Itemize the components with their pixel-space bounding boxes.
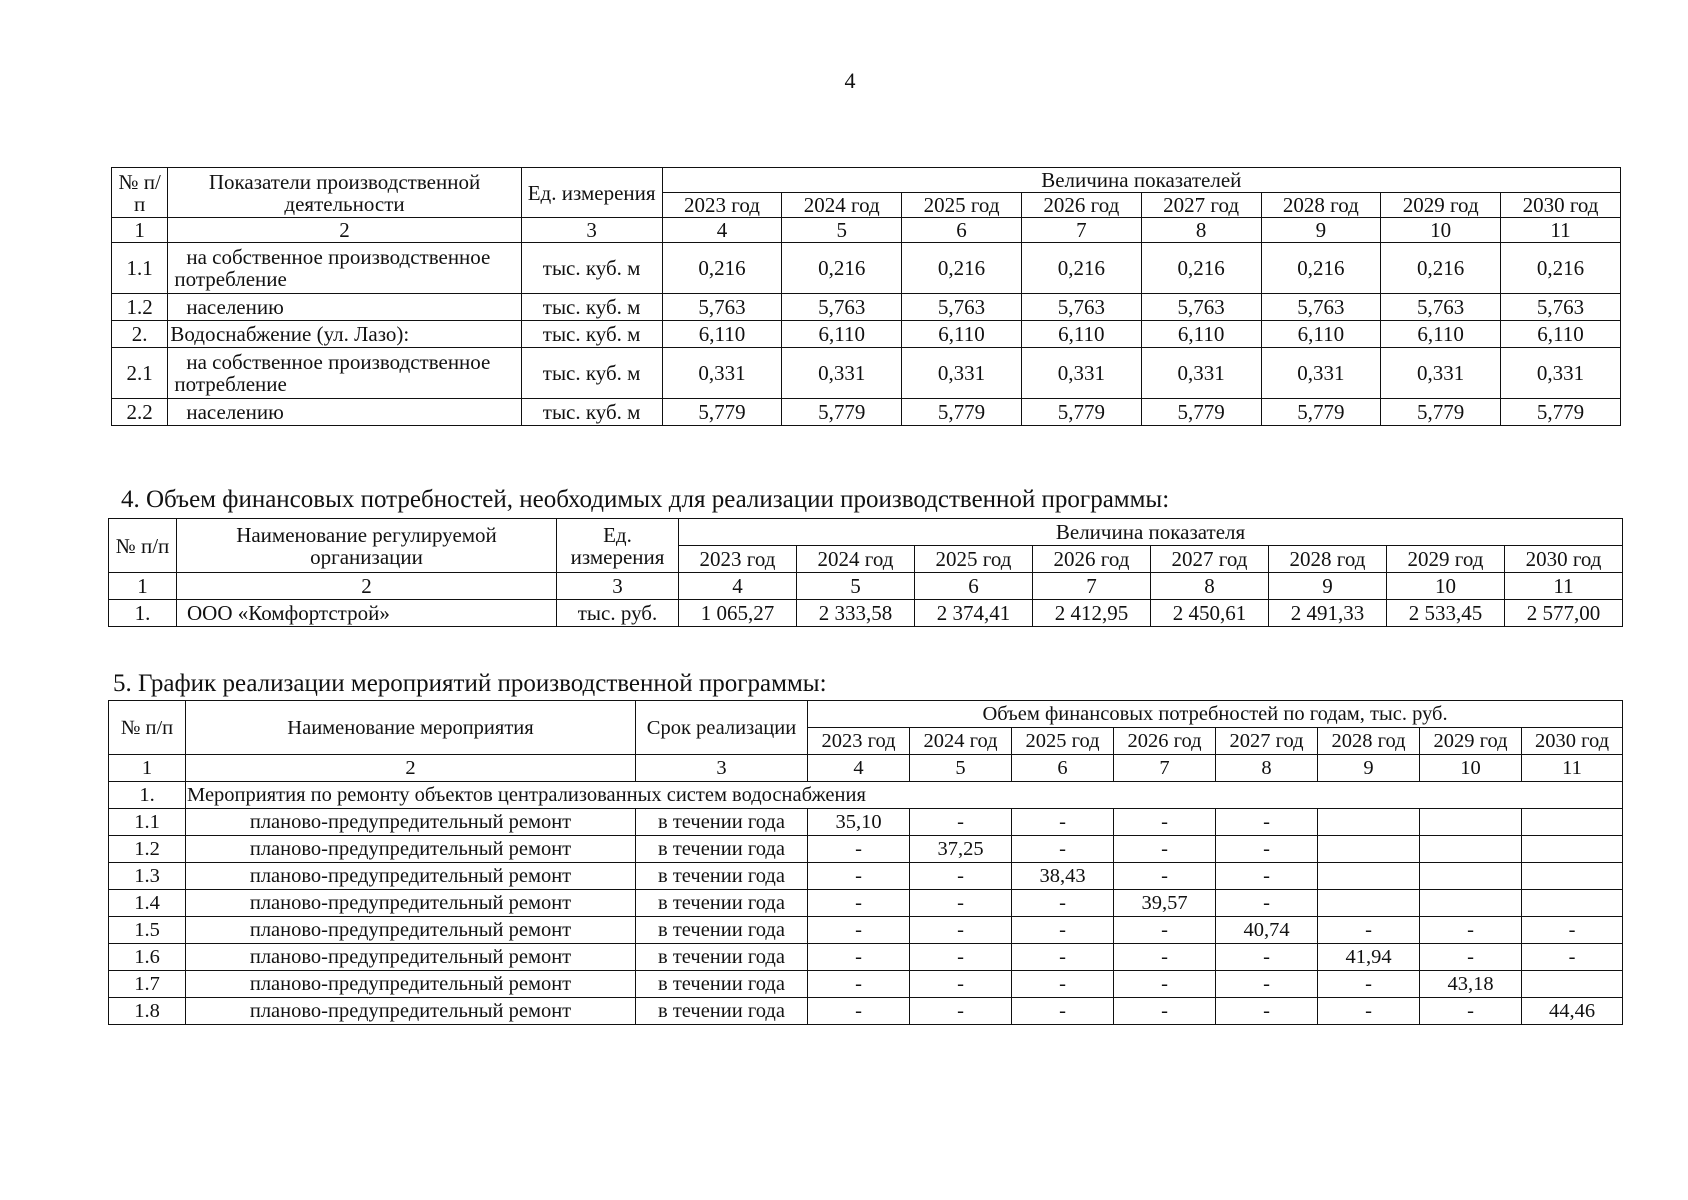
header-year: 2029 год — [1387, 546, 1505, 573]
activity-name: планово-предупредительный ремонт — [186, 998, 636, 1025]
header-year: 2028 год — [1261, 193, 1381, 218]
value-cell: 2 491,33 — [1269, 600, 1387, 627]
value-cell: 0,331 — [1381, 348, 1501, 399]
value-cell: - — [1522, 917, 1623, 944]
value-cell: 5,779 — [1141, 399, 1261, 426]
value-cell: 0,331 — [1261, 348, 1381, 399]
header-year: 2025 год — [902, 193, 1022, 218]
header-num: № п/п — [112, 168, 168, 218]
value-cell: - — [910, 890, 1012, 917]
value-cell — [1318, 890, 1420, 917]
header-year: 2026 год — [1033, 546, 1151, 573]
index-cell: 6 — [902, 218, 1022, 243]
row-num: 1.5 — [109, 917, 186, 944]
value-cell: - — [1420, 917, 1522, 944]
value-cell: 0,331 — [662, 348, 782, 399]
header-year: 2029 год — [1420, 728, 1522, 755]
value-cell — [1420, 863, 1522, 890]
index-cell: 1 — [109, 573, 177, 600]
value-cell: 0,216 — [1141, 243, 1261, 294]
index-row — [109, 573, 1623, 600]
index-cell: 3 — [521, 218, 662, 243]
header-year: 2026 год — [1114, 728, 1216, 755]
page-number: 4 — [844, 68, 856, 93]
value-cell: - — [808, 971, 910, 998]
value-cell: 0,331 — [902, 348, 1022, 399]
value-cell: - — [910, 863, 1012, 890]
schedule-table — [108, 700, 1623, 1025]
value-cell: - — [1522, 944, 1623, 971]
index-cell: 2 — [168, 218, 521, 243]
index-row — [112, 218, 1621, 243]
row-num: 1.8 — [109, 998, 186, 1025]
value-cell: 0,216 — [782, 243, 902, 294]
index-cell: 2 — [186, 755, 636, 782]
header-year: 2024 год — [910, 728, 1012, 755]
index-cell: 3 — [557, 573, 679, 600]
header-term: Срок реализации — [636, 701, 808, 755]
index-cell: 11 — [1505, 573, 1623, 600]
header-year: 2030 год — [1522, 728, 1623, 755]
value-cell: - — [808, 836, 910, 863]
table-row — [112, 243, 1621, 294]
header-year: 2028 год — [1269, 546, 1387, 573]
group-num: 1. — [109, 782, 186, 809]
table-row — [112, 348, 1621, 399]
value-cell: - — [1318, 998, 1420, 1025]
row-unit: тыс. куб. м — [521, 399, 662, 426]
header-org: Наименование регулируемой организации — [177, 519, 557, 573]
row-unit: тыс. куб. м — [521, 243, 662, 294]
index-cell: 5 — [782, 218, 902, 243]
value-cell: - — [1114, 971, 1216, 998]
header-year: 2027 год — [1141, 193, 1261, 218]
value-cell: 0,216 — [1501, 243, 1621, 294]
value-cell: - — [1216, 971, 1318, 998]
value-cell: 5,779 — [1381, 399, 1501, 426]
value-cell: 0,216 — [1381, 243, 1501, 294]
header-name: Наименование мероприятия — [186, 701, 636, 755]
header-unit: Ед. измерения — [557, 519, 679, 573]
activity-name: планово-предупредительный ремонт — [186, 836, 636, 863]
value-cell: 41,94 — [1318, 944, 1420, 971]
value-cell — [1420, 809, 1522, 836]
value-cell: - — [808, 998, 910, 1025]
index-cell: 8 — [1151, 573, 1269, 600]
value-cell: 6,110 — [782, 321, 902, 348]
activity-term: в течении года — [636, 998, 808, 1025]
table-row — [109, 836, 1623, 863]
value-cell: 0,216 — [1021, 243, 1141, 294]
table-row — [109, 600, 1623, 627]
index-cell: 6 — [915, 573, 1033, 600]
value-cell: - — [1420, 944, 1522, 971]
index-cell: 9 — [1269, 573, 1387, 600]
header-values: Объем финансовых потребностей по годам, тыс. руб. — [808, 701, 1623, 728]
index-row — [109, 755, 1623, 782]
org-name: ООО «Комфортстрой» — [177, 600, 557, 627]
activity-term: в течении года — [636, 836, 808, 863]
group-row — [109, 782, 1623, 809]
row-unit: тыс. руб. — [557, 600, 679, 627]
header-year: 2025 год — [1012, 728, 1114, 755]
row-name: Водоснабжение (ул. Лазо): — [168, 321, 521, 348]
value-cell: 5,779 — [1261, 399, 1381, 426]
index-cell: 8 — [1141, 218, 1261, 243]
value-cell: - — [1012, 836, 1114, 863]
header-year: 2028 год — [1318, 728, 1420, 755]
value-cell: - — [1114, 863, 1216, 890]
header-values: Величина показателя — [679, 519, 1623, 546]
header-year: 2024 год — [782, 193, 902, 218]
activity-term: в течении года — [636, 944, 808, 971]
header-num: № п/п — [109, 519, 177, 573]
value-cell: - — [1012, 917, 1114, 944]
index-cell: 1 — [112, 218, 168, 243]
value-cell: - — [1216, 809, 1318, 836]
table-row — [112, 399, 1621, 426]
value-cell: 2 577,00 — [1505, 600, 1623, 627]
value-cell: 0,331 — [1141, 348, 1261, 399]
value-cell: - — [1114, 836, 1216, 863]
row-num: 1.7 — [109, 971, 186, 998]
index-cell: 11 — [1522, 755, 1623, 782]
row-unit: тыс. куб. м — [521, 321, 662, 348]
index-cell: 8 — [1216, 755, 1318, 782]
value-cell: - — [1114, 998, 1216, 1025]
index-cell: 7 — [1114, 755, 1216, 782]
row-unit: тыс. куб. м — [521, 348, 662, 399]
value-cell — [1522, 809, 1623, 836]
value-cell: 5,763 — [1501, 294, 1621, 321]
row-name: населению — [168, 399, 521, 426]
value-cell: 6,110 — [1261, 321, 1381, 348]
value-cell: - — [1318, 971, 1420, 998]
value-cell: - — [1114, 917, 1216, 944]
value-cell — [1318, 863, 1420, 890]
table-row — [109, 944, 1623, 971]
value-cell: - — [1216, 890, 1318, 917]
table-row — [112, 294, 1621, 321]
index-cell: 9 — [1318, 755, 1420, 782]
value-cell: 0,331 — [782, 348, 902, 399]
row-name: на собственное производственное потребление — [168, 348, 521, 399]
row-num: 1. — [109, 600, 177, 627]
value-cell: 0,216 — [662, 243, 782, 294]
index-cell: 5 — [797, 573, 915, 600]
index-cell: 7 — [1033, 573, 1151, 600]
row-num: 1.2 — [109, 836, 186, 863]
row-unit: тыс. куб. м — [521, 294, 662, 321]
index-cell: 3 — [636, 755, 808, 782]
table-row — [112, 321, 1621, 348]
value-cell: - — [1420, 998, 1522, 1025]
value-cell: 6,110 — [662, 321, 782, 348]
value-cell: - — [1012, 809, 1114, 836]
value-cell: 0,216 — [902, 243, 1022, 294]
header-num: № п/п — [109, 701, 186, 755]
header-year: 2026 год — [1021, 193, 1141, 218]
value-cell — [1420, 836, 1522, 863]
value-cell: 5,763 — [1381, 294, 1501, 321]
value-cell: - — [1114, 809, 1216, 836]
value-cell: 5,763 — [662, 294, 782, 321]
table-row — [109, 890, 1623, 917]
header-year: 2029 год — [1381, 193, 1501, 218]
value-cell: 6,110 — [1381, 321, 1501, 348]
value-cell: 43,18 — [1420, 971, 1522, 998]
value-cell: - — [808, 863, 910, 890]
index-cell: 4 — [679, 573, 797, 600]
header-year: 2027 год — [1216, 728, 1318, 755]
value-cell — [1522, 836, 1623, 863]
value-cell: - — [1012, 890, 1114, 917]
row-num: 1.4 — [109, 890, 186, 917]
value-cell: - — [1114, 944, 1216, 971]
index-cell: 6 — [1012, 755, 1114, 782]
index-cell: 7 — [1021, 218, 1141, 243]
group-name: Мероприятия по ремонту объектов централизованных систем водоснабжения — [186, 782, 1623, 809]
index-cell: 9 — [1261, 218, 1381, 243]
header-values: Величина показателей — [662, 168, 1620, 193]
header-unit: Ед. измерения — [521, 168, 662, 218]
value-cell: 5,763 — [1021, 294, 1141, 321]
section-4-title: 4. Объем финансовых потребностей, необходимых для реализации производственной программы: — [121, 486, 1170, 513]
value-cell: 44,46 — [1522, 998, 1623, 1025]
row-num: 2. — [112, 321, 168, 348]
value-cell: - — [910, 998, 1012, 1025]
value-cell: 6,110 — [1021, 321, 1141, 348]
value-cell: - — [808, 917, 910, 944]
table-row — [109, 971, 1623, 998]
row-num: 1.2 — [112, 294, 168, 321]
value-cell: - — [910, 971, 1012, 998]
value-cell: 5,779 — [782, 399, 902, 426]
activity-term: в течении года — [636, 863, 808, 890]
header-year: 2025 год — [915, 546, 1033, 573]
production-indicators-table — [111, 167, 1621, 426]
header-year: 2030 год — [1505, 546, 1623, 573]
value-cell: 5,763 — [782, 294, 902, 321]
index-cell: 1 — [109, 755, 186, 782]
value-cell: - — [1216, 863, 1318, 890]
financial-needs-table — [108, 518, 1623, 627]
value-cell: - — [808, 890, 910, 917]
value-cell: - — [1216, 998, 1318, 1025]
value-cell: - — [1012, 971, 1114, 998]
value-cell: 2 333,58 — [797, 600, 915, 627]
value-cell: 5,779 — [1501, 399, 1621, 426]
value-cell: 37,25 — [910, 836, 1012, 863]
value-cell: 6,110 — [902, 321, 1022, 348]
value-cell: 5,779 — [662, 399, 782, 426]
table-row — [109, 863, 1623, 890]
value-cell: - — [808, 944, 910, 971]
value-cell: 5,763 — [902, 294, 1022, 321]
value-cell: 5,779 — [902, 399, 1022, 426]
value-cell: 35,10 — [808, 809, 910, 836]
value-cell — [1522, 890, 1623, 917]
row-num: 1.1 — [112, 243, 168, 294]
activity-name: планово-предупредительный ремонт — [186, 863, 636, 890]
value-cell — [1318, 836, 1420, 863]
value-cell — [1522, 863, 1623, 890]
index-cell: 10 — [1381, 218, 1501, 243]
index-cell: 10 — [1387, 573, 1505, 600]
value-cell: - — [1216, 836, 1318, 863]
value-cell — [1522, 971, 1623, 998]
row-num: 1.1 — [109, 809, 186, 836]
index-cell: 4 — [662, 218, 782, 243]
header-year: 2027 год — [1151, 546, 1269, 573]
row-num: 1.6 — [109, 944, 186, 971]
value-cell: 39,57 — [1114, 890, 1216, 917]
value-cell: - — [910, 809, 1012, 836]
section-5-title: 5. График реализации мероприятий производственной программы: — [113, 670, 827, 697]
value-cell: 0,331 — [1021, 348, 1141, 399]
value-cell: 5,779 — [1021, 399, 1141, 426]
header-year: 2030 год — [1501, 193, 1621, 218]
activity-term: в течении года — [636, 809, 808, 836]
activity-term: в течении года — [636, 971, 808, 998]
value-cell: - — [1318, 917, 1420, 944]
table-row — [109, 917, 1623, 944]
value-cell: 38,43 — [1012, 863, 1114, 890]
index-cell: 11 — [1501, 218, 1621, 243]
row-num: 1.3 — [109, 863, 186, 890]
value-cell: - — [1216, 944, 1318, 971]
value-cell: 5,763 — [1261, 294, 1381, 321]
row-name: населению — [168, 294, 521, 321]
value-cell: 2 374,41 — [915, 600, 1033, 627]
header-year: 2024 год — [797, 546, 915, 573]
value-cell: 1 065,27 — [679, 600, 797, 627]
value-cell: 0,331 — [1501, 348, 1621, 399]
value-cell: 2 412,95 — [1033, 600, 1151, 627]
index-cell: 10 — [1420, 755, 1522, 782]
activity-name: планово-предупредительный ремонт — [186, 971, 636, 998]
value-cell — [1420, 890, 1522, 917]
table-row — [109, 998, 1623, 1025]
header-year: 2023 год — [808, 728, 910, 755]
index-cell: 5 — [910, 755, 1012, 782]
activity-name: планово-предупредительный ремонт — [186, 809, 636, 836]
header-year: 2023 год — [679, 546, 797, 573]
activity-term: в течении года — [636, 890, 808, 917]
header-indicator: Показатели производственной деятельности — [168, 168, 521, 218]
value-cell: 5,763 — [1141, 294, 1261, 321]
header-year: 2023 год — [662, 193, 782, 218]
index-cell: 4 — [808, 755, 910, 782]
value-cell: - — [910, 917, 1012, 944]
value-cell: 6,110 — [1501, 321, 1621, 348]
table-row — [109, 809, 1623, 836]
activity-name: планово-предупредительный ремонт — [186, 890, 636, 917]
index-cell: 2 — [177, 573, 557, 600]
value-cell: - — [1012, 998, 1114, 1025]
value-cell: - — [910, 944, 1012, 971]
row-num: 2.2 — [112, 399, 168, 426]
activity-name: планово-предупредительный ремонт — [186, 944, 636, 971]
activity-name: планово-предупредительный ремонт — [186, 917, 636, 944]
row-name: на собственное производственное потребление — [168, 243, 521, 294]
value-cell: 0,216 — [1261, 243, 1381, 294]
activity-term: в течении года — [636, 917, 808, 944]
value-cell: 2 450,61 — [1151, 600, 1269, 627]
value-cell: 2 533,45 — [1387, 600, 1505, 627]
value-cell: 6,110 — [1141, 321, 1261, 348]
row-num: 2.1 — [112, 348, 168, 399]
value-cell: - — [1012, 944, 1114, 971]
value-cell: 40,74 — [1216, 917, 1318, 944]
value-cell — [1318, 809, 1420, 836]
